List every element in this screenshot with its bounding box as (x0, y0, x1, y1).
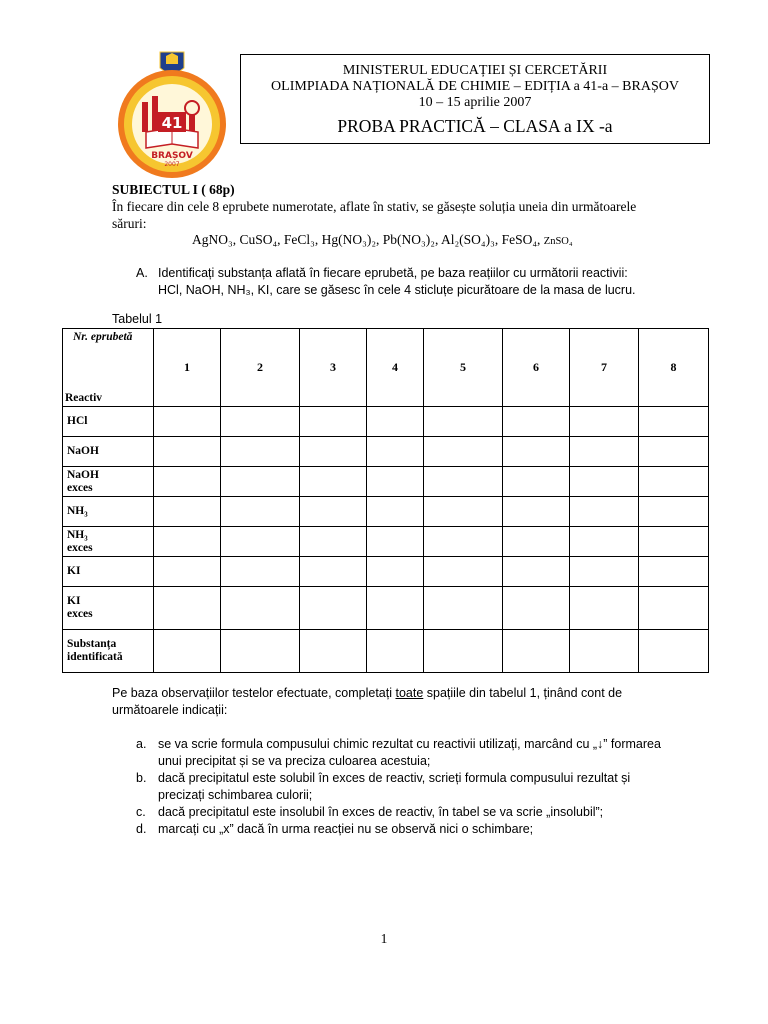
column-header: 8 (639, 329, 709, 407)
table-row (63, 557, 709, 587)
answer-cell[interactable] (300, 497, 367, 527)
answer-cell[interactable] (424, 467, 503, 497)
subject-title: SUBIECTUL I ( 68p) (112, 182, 235, 197)
indication-text: dacă precipitatul este solubil în exces de reactiv, scrieți formula compusului rezultat și precizați schimbarea culorii; (158, 771, 631, 802)
answer-cell[interactable] (570, 557, 639, 587)
logo-year: 2007 (164, 161, 180, 168)
reagent-sublabel: exces (67, 481, 93, 494)
answer-cell[interactable] (300, 407, 367, 437)
answer-cell[interactable] (367, 630, 424, 673)
column-header: 4 (367, 329, 424, 407)
answer-cell[interactable] (639, 407, 709, 437)
reagent-label: NH₃ (67, 505, 88, 517)
answer-cell[interactable] (503, 587, 570, 630)
reagent-label: KI (67, 595, 81, 607)
column-header: 2 (221, 329, 300, 407)
reagent-sublabel: exces (67, 608, 93, 620)
answer-cell[interactable] (639, 437, 709, 467)
reagent-label: HCl (67, 415, 88, 427)
list-item (136, 736, 676, 770)
logo-city: BRAȘOV (151, 151, 193, 161)
reagent-label: Substanța (67, 638, 117, 650)
list-item (136, 770, 676, 804)
answer-cell[interactable] (503, 497, 570, 527)
indication-text: se va scrie formula compusului chimic rezultat cu reactivii utilizați, marcând cu „↓” formarea unui precipitat și se va preciza culoarea acestuia; (158, 737, 661, 768)
section-a-line2: HCl, NaOH, NH₃, KI, care se găsesc în cele 4 sticluțe picurătoare de la masa de lucru. (158, 283, 636, 297)
reagent-cell (63, 467, 154, 497)
answer-cell[interactable] (367, 467, 424, 497)
list-item (136, 821, 676, 838)
answer-cell[interactable] (639, 527, 709, 557)
reagent-sublabel: exces (67, 541, 93, 554)
reagent-cell (63, 587, 154, 630)
document-header (240, 54, 710, 144)
answer-cell[interactable] (424, 437, 503, 467)
indications-list (136, 736, 676, 838)
answer-cell[interactable] (503, 527, 570, 557)
table-row (63, 587, 709, 630)
answer-cell[interactable] (424, 630, 503, 673)
table-header-row (63, 329, 709, 407)
answer-cell[interactable] (570, 497, 639, 527)
answer-cell[interactable] (570, 467, 639, 497)
reagent-sublabel: identificată (67, 651, 123, 663)
reagent-cell (63, 497, 154, 527)
column-header: 5 (424, 329, 503, 407)
reagent-label: NaOH (67, 468, 99, 481)
subject-intro: În fiecare din cele 8 eprubete numerotate, aflate în stativ, se găsește soluția uneia din următoarele săruri: (112, 199, 637, 231)
answer-cell[interactable] (221, 557, 300, 587)
answer-cell[interactable] (503, 467, 570, 497)
answer-cell[interactable] (300, 630, 367, 673)
answer-cell[interactable] (570, 527, 639, 557)
date-line: 10 – 15 aprilie 2007 (418, 95, 532, 110)
answer-cell[interactable] (221, 467, 300, 497)
indication-text: marcați cu „x” dacă în urma reacției nu se observă nici o schimbare; (158, 822, 534, 836)
salts-list (192, 232, 573, 248)
answer-cell[interactable] (154, 497, 221, 527)
answer-cell[interactable] (503, 557, 570, 587)
answer-cell[interactable] (639, 497, 709, 527)
reagent-label: KI (67, 565, 81, 577)
table-row (63, 630, 709, 673)
section-a-marker: A. (136, 266, 148, 280)
instructions-paragraph (112, 685, 652, 719)
table-row (63, 527, 709, 557)
column-header: 3 (300, 329, 367, 407)
answer-cell[interactable] (154, 437, 221, 467)
reagent-cell (63, 407, 154, 437)
answer-cell[interactable] (367, 407, 424, 437)
answer-cell[interactable] (367, 587, 424, 630)
indication-marker: c. (136, 805, 146, 819)
answer-cell[interactable] (221, 527, 300, 557)
answer-cell[interactable] (570, 630, 639, 673)
answer-cell[interactable] (570, 587, 639, 630)
table-row (63, 407, 709, 437)
ministry-line: MINISTERUL EDUCAȚIEI ȘI CERCETĂRII (342, 63, 608, 78)
answer-cell[interactable] (570, 437, 639, 467)
answer-cell[interactable] (639, 587, 709, 630)
column-header: 1 (154, 329, 221, 407)
table-row (63, 437, 709, 467)
section-a-line1: Identificați substanța aflată în fiecare eprubetă, pe baza reațiilor cu următorii reactivii: (158, 266, 628, 280)
olympiad-logo (112, 50, 232, 180)
answer-cell[interactable] (221, 587, 300, 630)
answer-cell[interactable] (367, 437, 424, 467)
answer-cell[interactable] (424, 527, 503, 557)
answer-cell[interactable] (221, 437, 300, 467)
header-tube-label: Nr. eprubetă (73, 331, 133, 343)
column-header: 6 (503, 329, 570, 407)
answer-cell[interactable] (367, 557, 424, 587)
answer-cell[interactable] (221, 630, 300, 673)
answer-cell[interactable] (424, 407, 503, 437)
answer-cell[interactable] (367, 497, 424, 527)
answer-cell[interactable] (221, 497, 300, 527)
answer-cell[interactable] (221, 407, 300, 437)
answer-cell[interactable] (154, 557, 221, 587)
reagent-cell (63, 437, 154, 467)
list-item (136, 804, 676, 821)
answer-cell[interactable] (367, 527, 424, 557)
reagent-cell (63, 630, 154, 673)
answer-cell[interactable] (300, 437, 367, 467)
instructions-text-1: Pe baza observațiilor testelor efectuate, completați (112, 686, 396, 700)
answer-cell[interactable] (639, 557, 709, 587)
table-row (63, 467, 709, 497)
olympiad-line: OLIMPIADA NAȚIONALĂ DE CHIMIE – EDIȚIA a 41-a – BRAȘOV (271, 79, 679, 94)
table-caption: Tabelul 1 (112, 312, 163, 326)
answer-cell[interactable] (639, 467, 709, 497)
answer-cell[interactable] (503, 630, 570, 673)
answer-cell[interactable] (424, 587, 503, 630)
logo-number: 41 (161, 114, 183, 132)
header-corner-cell (63, 329, 154, 407)
answer-cell[interactable] (570, 407, 639, 437)
answer-cell[interactable] (154, 407, 221, 437)
indication-text: dacă precipitatul este insolubil în exces de reactiv, în tabel se va scrie „insolubil”; (158, 805, 604, 819)
reagent-cell (63, 557, 154, 587)
salts-main: AgNO₃, CuSO₄, FeCl₃, Hg(NO₃)₂, Pb(NO₃)₂, Al₂(SO₄)₃, FeSO₄, (192, 232, 541, 247)
reagent-cell (63, 527, 154, 557)
indication-marker: a. (136, 737, 147, 751)
column-header: 7 (570, 329, 639, 407)
answer-cell[interactable] (424, 557, 503, 587)
results-table (62, 328, 709, 673)
answer-cell[interactable] (154, 630, 221, 673)
answer-cell[interactable] (154, 467, 221, 497)
indication-marker: b. (136, 771, 147, 785)
reagent-label: NH₃ (67, 528, 88, 541)
answer-cell[interactable] (300, 527, 367, 557)
answer-cell[interactable] (639, 630, 709, 673)
reagent-label: NaOH (67, 445, 99, 457)
exam-title: PROBA PRACTICĂ – CLASA a IX -a (337, 116, 613, 136)
answer-cell[interactable] (300, 467, 367, 497)
instructions-text-2: spațiile din tabelul 1, ținând cont de următoarele indicații: (112, 686, 623, 717)
section-a (136, 265, 676, 299)
answer-cell[interactable] (300, 587, 367, 630)
indication-marker: d. (136, 822, 147, 836)
answer-cell[interactable] (424, 497, 503, 527)
header-reagent-label: Reactiv (65, 392, 103, 404)
salts-last: ZnSO₄ (543, 236, 573, 247)
table-row (63, 497, 709, 527)
answer-cell[interactable] (154, 527, 221, 557)
answer-cell[interactable] (503, 407, 570, 437)
instructions-underlined: toate (395, 686, 424, 700)
answer-cell[interactable] (154, 587, 221, 630)
page-number: 1 (380, 931, 388, 946)
answer-cell[interactable] (300, 557, 367, 587)
answer-cell[interactable] (503, 437, 570, 467)
